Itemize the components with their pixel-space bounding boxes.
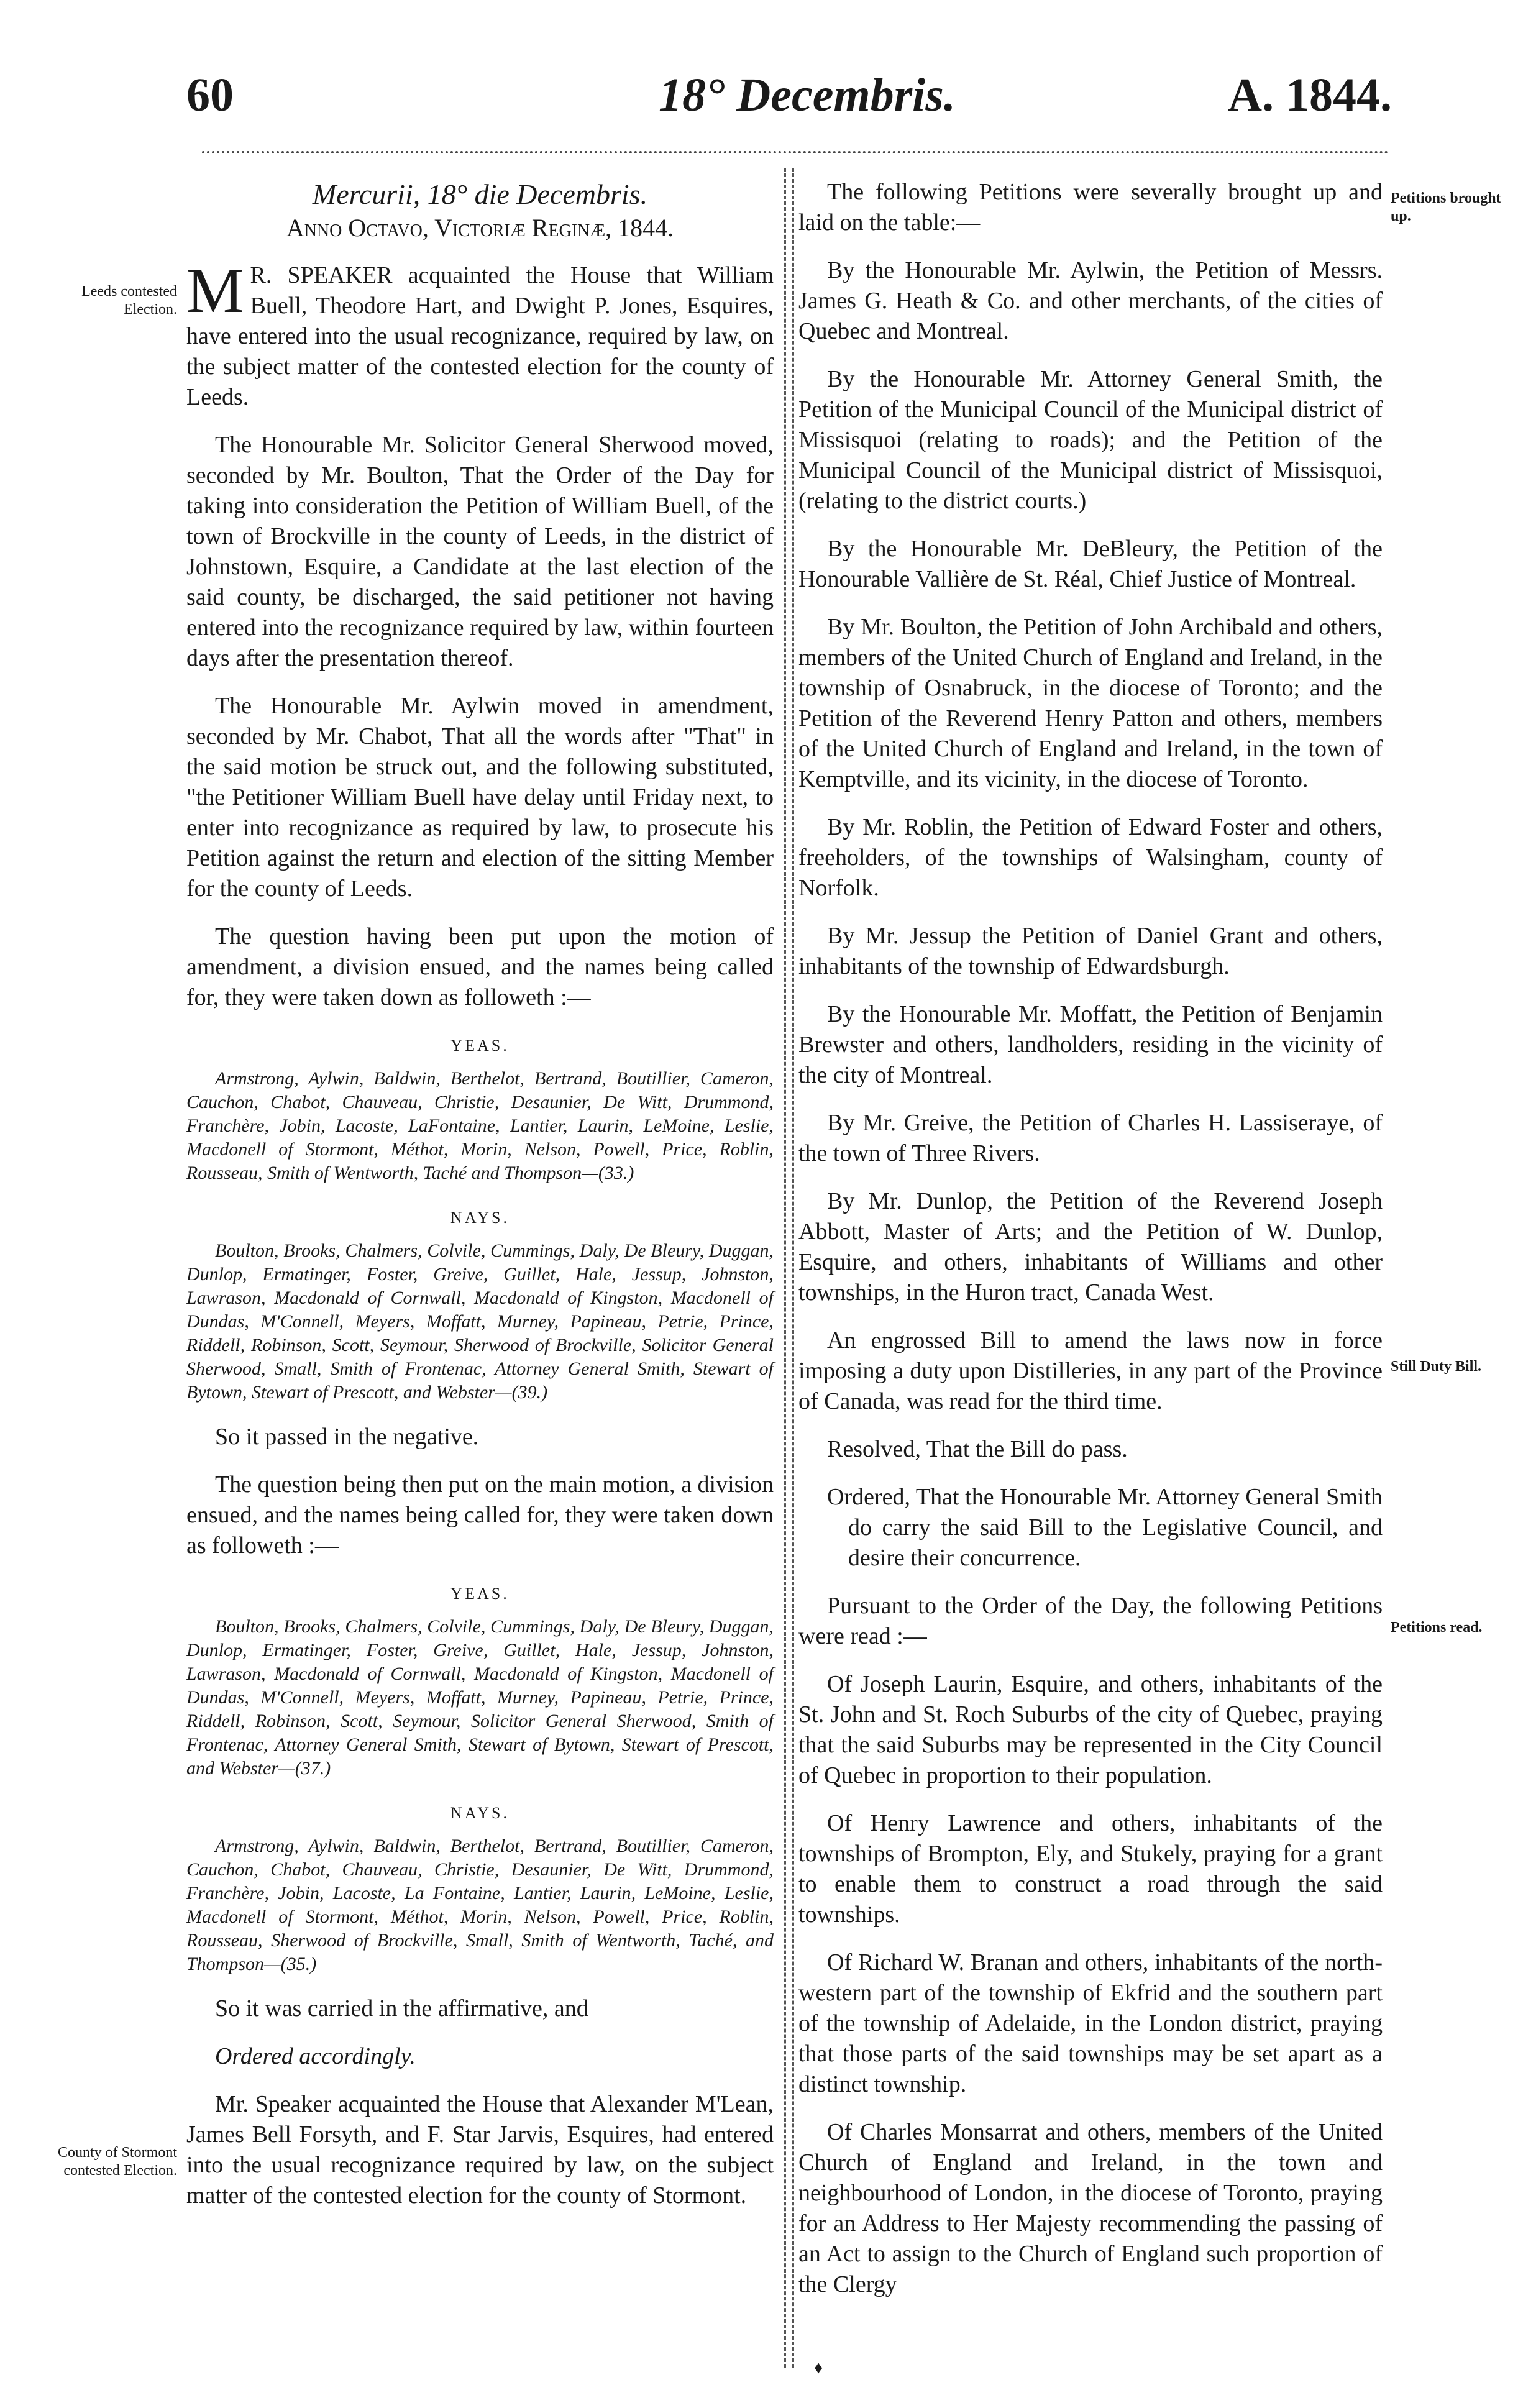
- footer-mark: ♦: [814, 2358, 823, 2378]
- page-number: 60: [186, 69, 234, 121]
- paragraph-petition-branan: Of Richard W. Branan and others, inhabitants of the north-western part of the township of Ekfrid and the southern part of the township of Adelaide, in the London district, praying that those parts of the said townships may be set apart as a distinct township.: [798, 1949, 1383, 2097]
- paragraph-sherwood-motion: The Honourable Mr. Solicitor General Sherwood moved, seconded by Mr. Boulton, That the Order of the Day for taking into consideration the Petition of William Buell, of the town of Brockville in the county of Leeds, in the district of Johnstown, Esquire, a Candidate at the last election of the said county, be discharged, the said petitioner not having entered into the recognizance required by law, within fourteen days after the presentation thereof.: [186, 432, 774, 671]
- paragraph-still-duty-bill: An engrossed Bill to amend the laws now in force imposing a duty upon Distilleries, in any part of the Province of Canada, was read for the third time.: [798, 1327, 1383, 1414]
- paragraph-petition-debleury: By the Honourable Mr. DeBleury, the Petition of the Honourable Vallière de St. Réal, Chief Justice of Montreal.: [798, 536, 1383, 592]
- drop-cap: M: [186, 255, 244, 326]
- margin-note-leeds: Leeds contested Election.: [81, 283, 177, 318]
- nays-list-1: Boulton, Brooks, Chalmers, Colvile, Cummings, Daly, De Bleury, Duggan, Dunlop, Ermatinger, Foster, Greive, Guillet, Hale, Jessup, Johnston, Lawrason, Macdonald of Cornwall, Macdonald of Kingston, Macdonell of Dundas, M'Connell, Meyers, Moffatt, Murney, Papineau, Petrie, Prince, Riddell, Robinson, Scott, Seymour, Sherwood of Brockville, Solicitor General Sherwood, Small, Smith of Frontenac, Attorney General Smith, Stewart of Bytown, Stewart of Prescott, and Webster—(39.): [186, 1240, 774, 1403]
- paragraph-ordered-smith: Ordered, That the Honourable Mr. Attorney General Smith do carry the said Bill to the Legislative Council, and desire their concurrence.: [827, 1484, 1383, 1571]
- right-column: [798, 177, 1383, 2317]
- header-year: A. 1844.: [1228, 69, 1392, 121]
- paragraph-affirmative: So it was carried in the affirmative, and: [215, 1995, 588, 2021]
- paragraph-division-1: The question having been put upon the motion of amendment, a division ensued, and the names being called for, they were taken down as followeth :—: [186, 923, 774, 1010]
- paragraph-ordered: Ordered accordingly.: [215, 2043, 416, 2069]
- paragraph-petition-smith: By the Honourable Mr. Attorney General Smith, the Petition of the Municipal Council of the Municipal district of Missisquoi (relating to roads); and the Petition of the Municipal Council of the Municipal district of Missisquoi, (relating to the district courts.): [798, 366, 1383, 514]
- left-column: [186, 177, 774, 2228]
- paragraph-petition-aylwin: By the Honourable Mr. Aylwin, the Petition of Messrs. James G. Heath & Co. and other merchants, of the cities of Quebec and Montreal.: [798, 257, 1383, 344]
- paragraph-petition-jessup: By Mr. Jessup the Petition of Daniel Grant and others, inhabitants of the township of Edwardsburgh.: [798, 923, 1383, 979]
- paragraph-speaker-stormont: Mr. Speaker acquainted the House that Alexander M'Lean, James Bell Forsyth, and F. Star Jarvis, Esquires, had entered into the usual recognizance required by law, on the subject matter of the contested election for the county of Stormont.: [186, 2091, 774, 2209]
- yeas-list-1: Armstrong, Aylwin, Baldwin, Berthelot, Bertrand, Boutillier, Cameron, Cauchon, Chabot, Chauveau, Christie, Desaunier, De Witt, Drummond, Franchère, Jobin, Lacoste, LaFontaine, Lantier, Laurin, LeMoine, Leslie, Macdonell of Stormont, Méthot, Morin, Nelson, Powell, Price, Roblin, Rousseau, Smith of Wentworth, Taché and Thompson—(33.): [186, 1068, 774, 1183]
- paragraph-petition-roblin: By Mr. Roblin, the Petition of Edward Foster and others, freeholders, of the townships of Walsingham, county of Norfolk.: [798, 814, 1383, 901]
- page-header: [186, 68, 1392, 137]
- column-divider: [784, 168, 794, 2368]
- header-rule: [202, 151, 1389, 153]
- yeas-heading-1: YEAS.: [450, 1037, 510, 1055]
- paragraph-petition-monsarrat: Of Charles Monsarrat and others, members of the United Church of England and Ireland, in the town and neighbourhood of London, in the diocese of Toronto, praying for an Address to Her Majesty recommending the passing of an Act to assign to the Church of England such proportion of the Clergy: [798, 2119, 1383, 2297]
- paragraph-petition-lawrence: Of Henry Lawrence and others, inhabitants of the townships of Brompton, Ely, and Stukely, praying for a grant to enable them to construct a road through the said townships.: [798, 1810, 1383, 1928]
- paragraph-petition-moffatt: By the Honourable Mr. Moffatt, the Petition of Benjamin Brewster and others, landholders, residing in the vicinity of the city of Montreal.: [798, 1001, 1383, 1088]
- nays-heading-1: NAYS.: [450, 1209, 510, 1227]
- paragraph-petitions-brought: The following Petitions were severally brought up and laid on the table:—: [798, 179, 1383, 236]
- nays-heading-2: NAYS.: [450, 1804, 510, 1822]
- paragraph-petition-boulton: By Mr. Boulton, the Petition of John Archibald and others, members of the United Church of England and Ireland, in the township of Osnabruck, in the diocese of Toronto; and the Petition of the Reverend Henry Patton and others, members of the United Church of England and Ireland, in the town of Kemptville, and its vicinity, in the diocese of Toronto.: [798, 614, 1383, 792]
- paragraph-speaker-leeds: [186, 255, 774, 413]
- nays-list-2: Armstrong, Aylwin, Baldwin, Berthelot, Bertrand, Boutillier, Cameron, Cauchon, Chabot, Chauveau, Christie, Desaunier, De Witt, Drummond, Franchère, Jobin, Lacoste, La Fontaine, Lantier, Laurin, LeMoine, Leslie, Macdonell of Stormont, Méthot, Morin, Nelson, Powell, Price, Roblin, Rousseau, Sherwood of Brockville, Small, Smith of Wentworth, Taché, and Thompson—(35.): [186, 1836, 774, 1974]
- sitting-title: Mercurii, 18° die Decembris.: [312, 178, 648, 210]
- paragraph-resolved: Resolved, That the Bill do pass.: [827, 1436, 1128, 1462]
- paragraph-petition-laurin: Of Joseph Laurin, Esquire, and others, inhabitants of the St. John and St. Roch Suburbs of the city of Quebec, praying that the said Suburbs may be represented in the City Council of Quebec in proportion to their population.: [798, 1671, 1383, 1788]
- paragraph-division-2: The question being then put on the main motion, a division ensued, and the names being called for, they were taken down as followeth :—: [186, 1472, 774, 1559]
- paragraph-petitions-read: Pursuant to the Order of the Day, the following Petitions were read :—: [798, 1593, 1383, 1649]
- paragraph-petition-dunlop: By Mr. Dunlop, the Petition of the Reverend Joseph Abbott, Master of Arts; and the Petition of W. Dunlop, Esquire, and others, inhabitants of Williams and other townships, in the Huron tract, Canada West.: [798, 1188, 1383, 1306]
- margin-note-stormont: County of Stormont contested Election.: [57, 2145, 177, 2179]
- yeas-heading-2: YEAS.: [450, 1585, 510, 1603]
- yeas-list-2: Boulton, Brooks, Chalmers, Colvile, Cummings, Daly, De Bleury, Duggan, Dunlop, Ermatinger, Foster, Greive, Guillet, Hale, Jessup, Johnston, Lawrason, Macdonald of Cornwall, Macdonald of Kingston, Macdonell of Dundas, M'Connell, Meyers, Moffatt, Murney, Papineau, Petrie, Prince, Riddell, Robinson, Scott, Seymour, Solicitor General Sherwood, Smith of Frontenac, Attorney General Smith, Stewart of Bytown, Stewart of Prescott, and Webster—(37.): [186, 1616, 774, 1779]
- paragraph-text: R. SPEAKER acquainted the House that William Buell, Theodore Hart, and Dwight P. Jones, Esquires, have entered into the usual recognizance, required by law, on the subject matter of the contested election for the county of Leeds.: [186, 262, 774, 410]
- paragraph-negative: So it passed in the negative.: [215, 1424, 479, 1450]
- paragraph-petition-greive: By Mr. Greive, the Petition of Charles H. Lassiseraye, of the town of Three Rivers.: [798, 1110, 1383, 1166]
- header-date: 18° Decembris.: [659, 69, 956, 121]
- margin-note-petitions-brought: Petitions brought up.: [1391, 190, 1501, 224]
- margin-note-petitions-read: Petitions read.: [1391, 1619, 1483, 1636]
- paragraph-aylwin-amendment: The Honourable Mr. Aylwin moved in amendment, seconded by Mr. Chabot, That all the words after "That" in the said motion be struck out, and the following substituted, "the Petitioner William Buell have delay until Friday next, to enter into recognizance as required by law, to prosecute his Petition against the return and election of the sitting Member for the county of Leeds.: [186, 693, 774, 902]
- sitting-subtitle: Anno Octavo, Victoriæ Reginæ, 1844.: [286, 214, 674, 242]
- margin-note-still-duty: Still Duty Bill.: [1391, 1358, 1482, 1375]
